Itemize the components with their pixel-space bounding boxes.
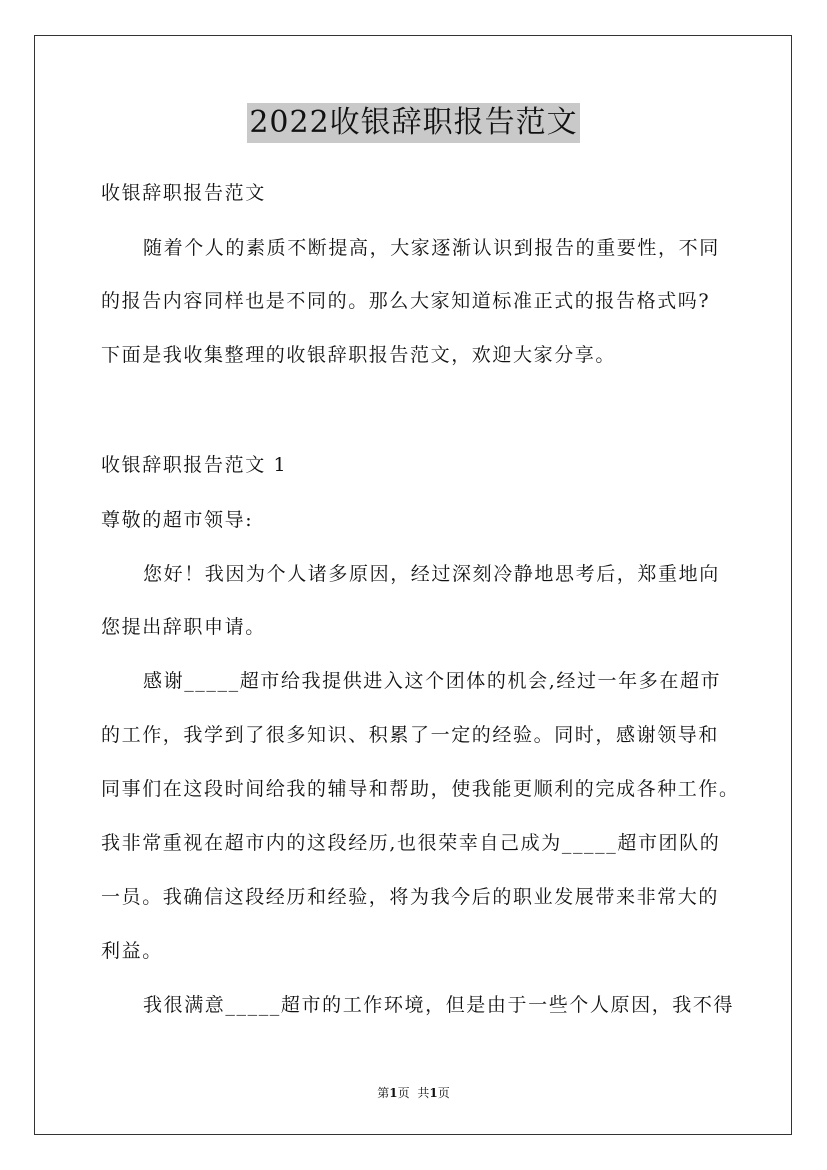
paragraph-line: 您提出辞职申请。 bbox=[101, 616, 266, 638]
paragraph-line: 您好！我因为个人诸多原因，经过深刻冷静地思考后，郑重地向 bbox=[143, 563, 720, 585]
paragraph-line: 的工作，我学到了很多知识、积累了一定的经验。同时，感谢领导和 bbox=[101, 724, 720, 746]
paragraph-line: 同事们在这段时间给我的辅导和帮助，使我能更顺利的完成各种工作。 bbox=[101, 778, 740, 800]
page-footer bbox=[0, 1085, 827, 1101]
paragraph-line: 随着个人的素质不断提高，大家逐渐认识到报告的重要性，不同 bbox=[143, 237, 720, 259]
page-number: 1 bbox=[389, 1086, 398, 1100]
page-suffix: 页 bbox=[397, 1086, 410, 1100]
paragraph-line: 的报告内容同样也是不同的。那么大家知道标准正式的报告格式吗? bbox=[101, 290, 711, 312]
paragraph-line: 下面是我收集整理的收银辞职报告范文，欢迎大家分享。 bbox=[101, 344, 617, 366]
paragraph-line: 我很满意_____超市的工作环境，但是由于一些个人原因，我不得 bbox=[143, 994, 735, 1016]
salutation: 尊敬的超市领导: bbox=[101, 509, 254, 531]
intro-heading: 收银辞职报告范文 bbox=[101, 182, 266, 204]
total-pages: 1 bbox=[429, 1086, 438, 1100]
total-prefix: 共 bbox=[417, 1086, 430, 1100]
page-prefix: 第 bbox=[377, 1086, 390, 1100]
paragraph-line: 我非常重视在超市内的这段经历,也很荣幸自己成为_____超市团队的 bbox=[101, 832, 721, 854]
section-heading: 收银辞职报告范文 1 bbox=[101, 454, 288, 476]
paragraph-line: 感谢_____超市给我提供进入这个团体的机会,经过一年多在超市 bbox=[143, 670, 722, 692]
total-suffix: 页 bbox=[437, 1086, 450, 1100]
document-title: 2022收银辞职报告范文 bbox=[0, 102, 827, 143]
paragraph-line: 利益。 bbox=[101, 940, 163, 962]
paragraph-line: 一员。我确信这段经历和经验，将为我今后的职业发展带来非常大的 bbox=[101, 886, 720, 908]
